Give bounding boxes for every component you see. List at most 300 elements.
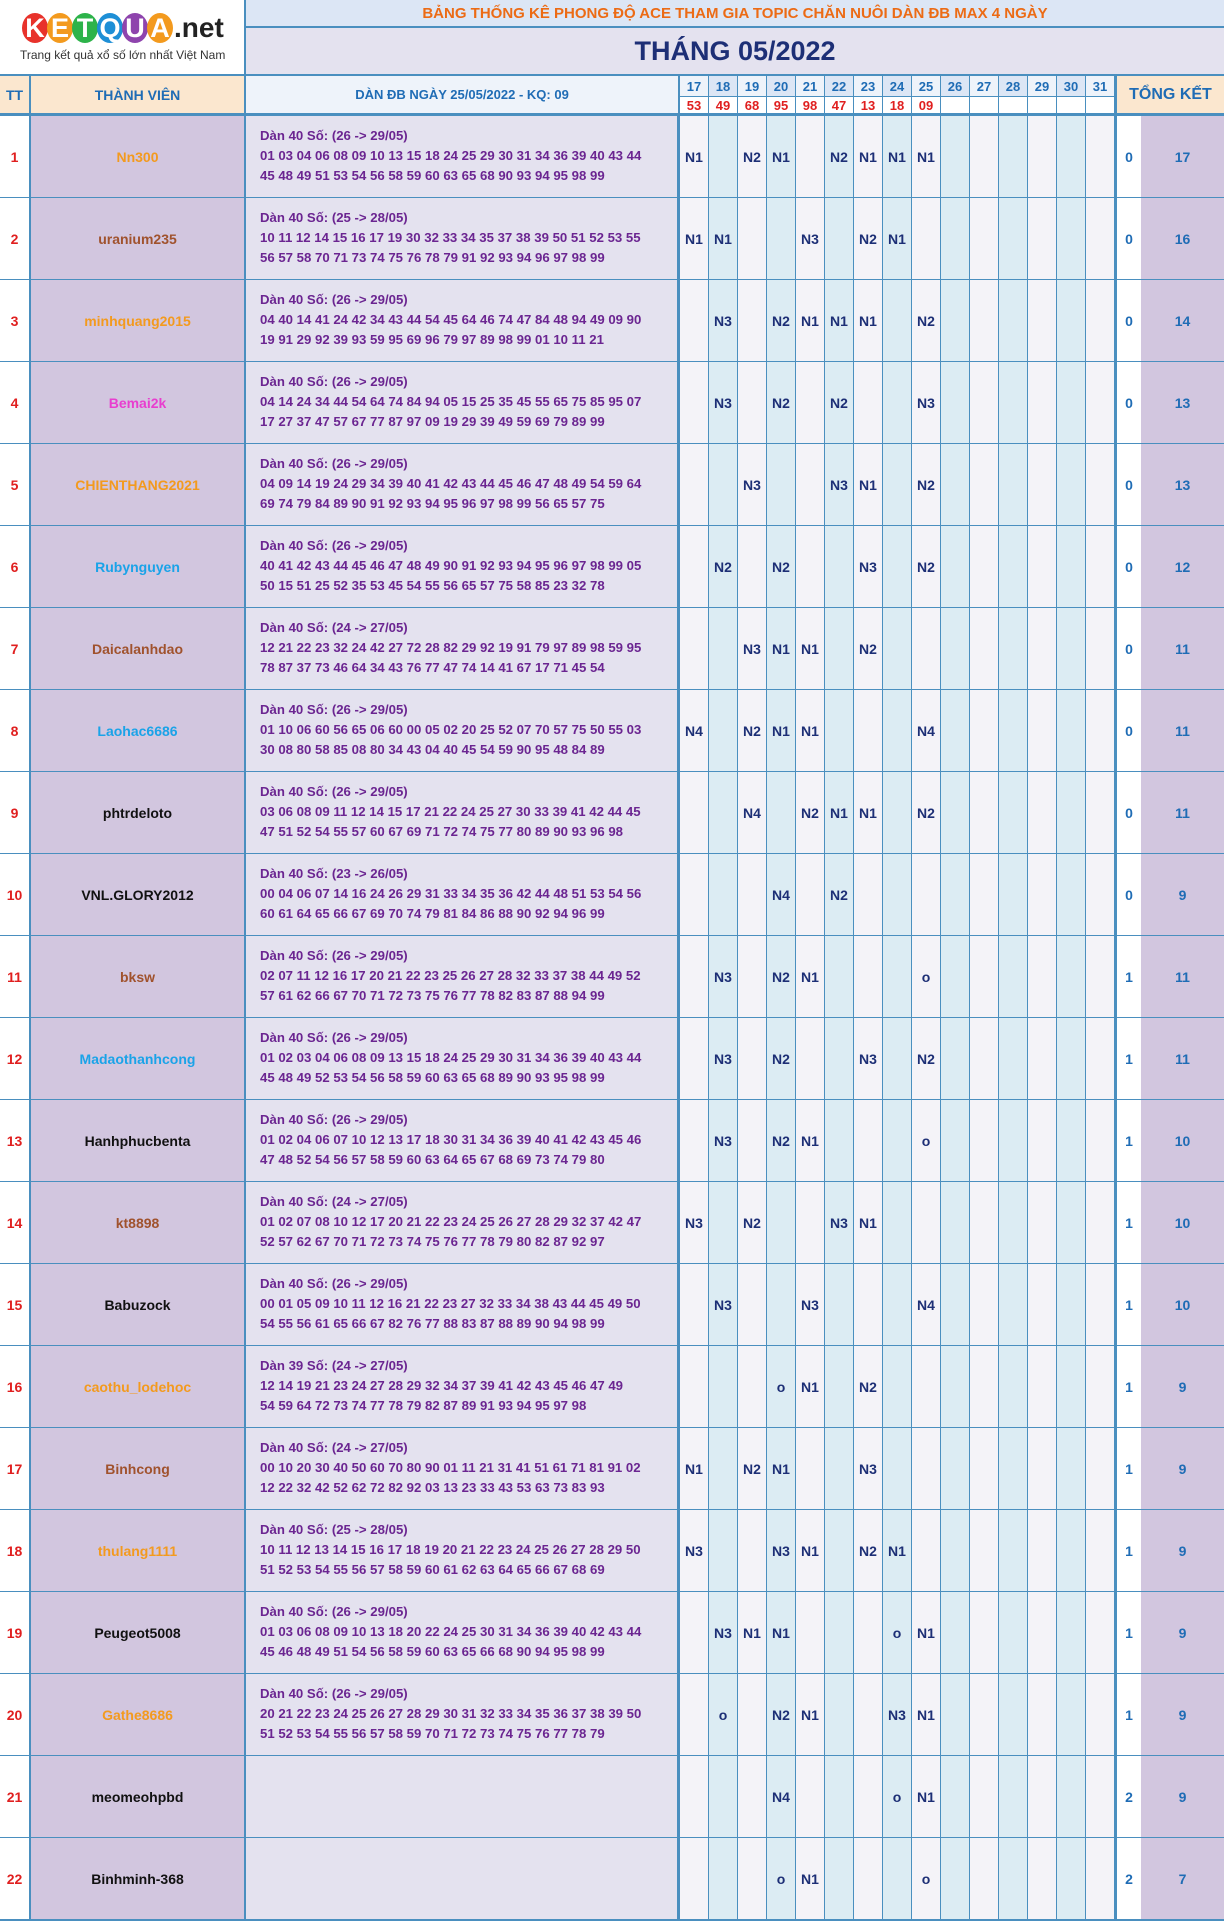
day-mark [1028, 198, 1057, 280]
day-mark [941, 936, 970, 1018]
member-name: VNL.GLORY2012 [31, 854, 246, 936]
day-mark [1028, 854, 1057, 936]
member-name: uranium235 [31, 198, 246, 280]
day-mark: N1 [767, 608, 796, 690]
day-mark [883, 1428, 912, 1510]
day-mark: N2 [738, 1428, 767, 1510]
header-dan: DÀN ĐB NGÀY 25/05/2022 - KQ: 09 [246, 76, 680, 116]
day-mark: N4 [738, 772, 767, 854]
day-mark [912, 854, 941, 936]
day-mark [1086, 854, 1115, 936]
day-mark [1057, 1100, 1086, 1182]
day-mark: N1 [796, 1346, 825, 1428]
day-mark [1057, 936, 1086, 1018]
day-mark: N3 [738, 444, 767, 526]
day-mark [999, 936, 1028, 1018]
day-mark [796, 362, 825, 444]
dan-numbers [246, 362, 680, 444]
day-mark [970, 1182, 999, 1264]
dan-line: 54 55 56 61 65 66 67 82 76 77 88 83 87 88 89 90 94 98 99 [260, 1316, 605, 1331]
day-mark [1086, 1510, 1115, 1592]
day-mark: N1 [912, 1756, 941, 1838]
dan-line: 69 74 79 84 89 90 91 92 93 94 95 96 97 98 99 56 65 57 75 [260, 496, 605, 511]
day-mark [854, 1838, 883, 1920]
day-header: 29 [1028, 76, 1057, 96]
day-mark [738, 1838, 767, 1920]
member-name: thulang1111 [31, 1510, 246, 1592]
day-mark [738, 1100, 767, 1182]
day-mark [796, 854, 825, 936]
day-mark [970, 1264, 999, 1346]
member-name: Rubynguyen [31, 526, 246, 608]
dan-line: 30 08 80 58 85 08 80 34 43 04 40 45 54 59 90 95 48 84 89 [260, 742, 605, 757]
day-mark [941, 608, 970, 690]
dan-line: 56 57 58 70 71 73 74 75 76 78 79 91 92 93 94 96 97 98 99 [260, 250, 605, 265]
member-name: CHIENTHANG2021 [31, 444, 246, 526]
dan-line: Dàn 40 Số: (25 -> 28/05) [260, 210, 408, 225]
day-mark [738, 1756, 767, 1838]
day-mark [1057, 1018, 1086, 1100]
day-mark [1028, 116, 1057, 198]
day-mark [912, 1510, 941, 1592]
day-mark [941, 772, 970, 854]
day-result: 98 [796, 96, 825, 116]
dan-numbers [246, 1756, 680, 1838]
day-mark [1028, 1838, 1057, 1920]
day-mark: N2 [825, 116, 854, 198]
dan-line: 10 11 12 13 14 15 16 17 18 19 20 21 22 23 24 25 26 27 28 29 50 [260, 1542, 641, 1557]
dan-line: 12 14 19 21 23 24 27 28 29 32 34 37 39 41 42 43 45 46 47 49 [260, 1378, 623, 1393]
dan-line: 01 03 06 08 09 10 13 18 20 22 24 25 30 31 34 36 39 40 42 43 44 [260, 1624, 642, 1639]
day-mark [1057, 1510, 1086, 1592]
day-mark [970, 1838, 999, 1920]
dan-line: 10 11 12 14 15 16 17 19 30 32 33 34 35 37 38 39 50 51 52 53 55 [260, 230, 641, 245]
day-mark: N3 [709, 936, 738, 1018]
day-mark [1057, 1838, 1086, 1920]
day-mark [825, 526, 854, 608]
day-header: 17 [680, 76, 709, 96]
day-mark [1086, 1756, 1115, 1838]
day-mark [1028, 1510, 1057, 1592]
day-mark [825, 608, 854, 690]
member-name: caothu_lodehoc [31, 1346, 246, 1428]
day-mark [970, 444, 999, 526]
dan-line: 01 02 03 04 06 08 09 13 15 18 24 25 29 30 31 34 36 39 40 43 44 [260, 1050, 642, 1065]
day-mark [1028, 1674, 1057, 1756]
day-mark [941, 1592, 970, 1674]
logo-letter: E [47, 13, 73, 43]
dan-numbers [246, 772, 680, 854]
dan-line: 04 40 14 41 24 42 34 43 44 54 45 64 46 74 47 84 48 94 49 09 90 [260, 312, 642, 327]
day-header: 24 [883, 76, 912, 96]
day-mark [1086, 1838, 1115, 1920]
member-name: Binhminh-368 [31, 1838, 246, 1920]
day-mark: N1 [912, 1592, 941, 1674]
day-mark [883, 526, 912, 608]
day-mark [1057, 444, 1086, 526]
day-mark [970, 690, 999, 772]
member-name: phtrdeloto [31, 772, 246, 854]
day-mark [999, 526, 1028, 608]
day-mark [825, 1674, 854, 1756]
logo-letter: U [122, 13, 148, 43]
dan-line: Dàn 40 Số: (26 -> 29/05) [260, 784, 408, 799]
bl-count: 1 [1114, 1018, 1141, 1100]
day-mark [1086, 1100, 1115, 1182]
day-mark [999, 1264, 1028, 1346]
day-mark: N2 [767, 526, 796, 608]
day-mark [970, 1346, 999, 1428]
day-mark: N2 [825, 854, 854, 936]
day-mark [941, 690, 970, 772]
dan-numbers [246, 198, 680, 280]
row-number: 22 [0, 1838, 31, 1920]
day-mark [941, 280, 970, 362]
day-mark [941, 1264, 970, 1346]
dan-line: 01 03 04 06 08 09 10 13 15 18 24 25 29 30 31 34 36 39 40 43 44 [260, 148, 642, 163]
day-mark [767, 444, 796, 526]
total-score: 10 [1141, 1182, 1224, 1264]
bl-count: 1 [1114, 936, 1141, 1018]
day-mark [1057, 526, 1086, 608]
day-mark [1057, 1756, 1086, 1838]
day-mark [883, 690, 912, 772]
day-mark [883, 1346, 912, 1428]
day-mark [767, 198, 796, 280]
day-header: 27 [970, 76, 999, 96]
day-mark [912, 1346, 941, 1428]
day-mark [999, 1018, 1028, 1100]
total-score: 11 [1141, 608, 1224, 690]
day-result [1086, 96, 1115, 116]
day-mark [883, 1182, 912, 1264]
day-mark [970, 608, 999, 690]
day-result: 49 [709, 96, 738, 116]
dan-line: 47 48 52 54 56 57 58 59 60 63 64 65 67 68 69 73 74 79 80 [260, 1152, 605, 1167]
day-mark [825, 1100, 854, 1182]
ketqua-logo[interactable] [0, 0, 246, 76]
day-mark [854, 362, 883, 444]
day-mark: N1 [854, 444, 883, 526]
total-score: 9 [1141, 1428, 1224, 1510]
dan-line: Dàn 40 Số: (24 -> 27/05) [260, 1194, 408, 1209]
member-name: Nn300 [31, 116, 246, 198]
dan-line: 40 41 42 43 44 45 46 47 48 49 90 91 92 93 94 95 96 97 98 99 05 [260, 558, 642, 573]
day-header: 28 [999, 76, 1028, 96]
day-mark [883, 1264, 912, 1346]
day-mark: o [883, 1592, 912, 1674]
day-mark [767, 1264, 796, 1346]
day-mark [941, 1018, 970, 1100]
member-name: Bemai2k [31, 362, 246, 444]
day-mark [1028, 608, 1057, 690]
bl-count: 1 [1114, 1592, 1141, 1674]
day-result [1028, 96, 1057, 116]
dan-numbers [246, 854, 680, 936]
day-mark [970, 1428, 999, 1510]
day-result: 09 [912, 96, 941, 116]
day-mark [854, 1592, 883, 1674]
total-score: 9 [1141, 854, 1224, 936]
day-mark [970, 1018, 999, 1100]
day-mark: N2 [709, 526, 738, 608]
day-mark: N4 [767, 1756, 796, 1838]
day-mark [738, 362, 767, 444]
day-mark [999, 1838, 1028, 1920]
day-mark [883, 1100, 912, 1182]
day-mark: N1 [796, 608, 825, 690]
day-mark [1057, 608, 1086, 690]
day-mark [941, 1428, 970, 1510]
day-mark [1086, 116, 1115, 198]
day-mark: N3 [767, 1510, 796, 1592]
day-mark [680, 936, 709, 1018]
day-mark: N3 [709, 1018, 738, 1100]
dan-numbers [246, 1346, 680, 1428]
day-mark [941, 1510, 970, 1592]
day-mark [1028, 526, 1057, 608]
day-mark [825, 690, 854, 772]
day-mark: N4 [912, 1264, 941, 1346]
day-mark [941, 444, 970, 526]
day-mark [941, 1100, 970, 1182]
day-mark [970, 116, 999, 198]
day-mark [1028, 444, 1057, 526]
day-mark: N2 [767, 362, 796, 444]
row-number: 17 [0, 1428, 31, 1510]
member-name: Hanhphucbenta [31, 1100, 246, 1182]
day-mark [854, 690, 883, 772]
day-mark [1057, 772, 1086, 854]
day-mark [1028, 1592, 1057, 1674]
day-mark: N1 [680, 116, 709, 198]
row-number: 20 [0, 1674, 31, 1756]
day-mark [680, 444, 709, 526]
row-number: 10 [0, 854, 31, 936]
day-mark: N3 [854, 1428, 883, 1510]
row-number: 12 [0, 1018, 31, 1100]
bl-count: 0 [1114, 772, 1141, 854]
dan-line: Dàn 39 Số: (24 -> 27/05) [260, 1358, 408, 1373]
day-mark [738, 936, 767, 1018]
day-header: 22 [825, 76, 854, 96]
row-number: 3 [0, 280, 31, 362]
row-number: 11 [0, 936, 31, 1018]
day-mark [709, 444, 738, 526]
dan-line: 03 06 08 09 11 12 14 15 17 21 22 24 25 27 30 33 39 41 42 44 45 [260, 804, 641, 819]
dan-line: 17 27 37 47 57 67 77 87 97 09 19 29 39 49 59 69 79 89 99 [260, 414, 605, 429]
day-mark [1028, 1018, 1057, 1100]
day-mark [1028, 1182, 1057, 1264]
row-number: 4 [0, 362, 31, 444]
day-mark [970, 198, 999, 280]
day-mark [999, 1346, 1028, 1428]
day-mark [796, 1018, 825, 1100]
day-mark [912, 608, 941, 690]
day-mark: N3 [854, 526, 883, 608]
day-mark: N2 [854, 608, 883, 690]
day-mark [1057, 1264, 1086, 1346]
day-mark [738, 1674, 767, 1756]
logo-tagline: Trang kết quả xổ số lớn nhất Việt Nam [20, 48, 226, 62]
row-number: 2 [0, 198, 31, 280]
logo-suffix: .net [174, 12, 224, 43]
day-mark [854, 1756, 883, 1838]
dan-line: 51 52 53 54 55 56 57 58 59 60 61 62 63 64 65 66 67 68 69 [260, 1562, 605, 1577]
day-mark [999, 198, 1028, 280]
day-mark: N2 [854, 198, 883, 280]
day-mark [796, 1182, 825, 1264]
day-mark [738, 1346, 767, 1428]
day-mark: N1 [912, 116, 941, 198]
dan-line: 52 57 62 67 70 71 72 73 74 75 76 77 78 79 80 82 87 92 97 [260, 1234, 605, 1249]
day-mark [1057, 116, 1086, 198]
day-mark [883, 1018, 912, 1100]
day-mark [825, 1510, 854, 1592]
day-mark [680, 772, 709, 854]
dan-line: 45 46 48 49 51 54 56 58 59 60 63 65 66 68 90 94 95 98 99 [260, 1644, 605, 1659]
dan-numbers [246, 280, 680, 362]
dan-numbers [246, 1182, 680, 1264]
row-number: 8 [0, 690, 31, 772]
dan-line: 45 48 49 52 53 54 56 58 59 60 63 65 68 89 90 93 95 98 99 [260, 1070, 605, 1085]
dan-line: Dàn 40 Số: (24 -> 27/05) [260, 620, 408, 635]
day-header: 21 [796, 76, 825, 96]
row-number: 1 [0, 116, 31, 198]
total-score: 14 [1141, 280, 1224, 362]
total-score: 11 [1141, 1018, 1224, 1100]
day-header: 25 [912, 76, 941, 96]
dan-line: 60 61 64 65 66 67 69 70 74 79 81 84 86 88 90 92 94 96 99 [260, 906, 605, 921]
day-mark [1086, 936, 1115, 1018]
day-header: 20 [767, 76, 796, 96]
dan-numbers [246, 1592, 680, 1674]
day-mark: o [912, 1100, 941, 1182]
day-header: 23 [854, 76, 883, 96]
day-mark: N2 [912, 772, 941, 854]
day-mark: N1 [767, 116, 796, 198]
member-name: Peugeot5008 [31, 1592, 246, 1674]
day-mark: N4 [912, 690, 941, 772]
day-mark: o [767, 1346, 796, 1428]
total-score: 9 [1141, 1592, 1224, 1674]
day-mark [999, 1100, 1028, 1182]
day-mark [999, 1182, 1028, 1264]
day-mark: N3 [709, 280, 738, 362]
dan-line: Dàn 40 Số: (26 -> 29/05) [260, 948, 408, 963]
day-mark [1028, 1428, 1057, 1510]
day-mark [796, 116, 825, 198]
day-mark [854, 936, 883, 1018]
day-mark: N4 [767, 854, 796, 936]
day-mark: N1 [883, 1510, 912, 1592]
member-name: minhquang2015 [31, 280, 246, 362]
day-mark: N1 [854, 280, 883, 362]
day-mark: N3 [709, 1264, 738, 1346]
dan-line: Dàn 40 Số: (24 -> 27/05) [260, 1440, 408, 1455]
day-mark [680, 1838, 709, 1920]
header-member: THÀNH VIÊN [31, 76, 246, 116]
bl-count: 0 [1114, 854, 1141, 936]
day-mark [680, 1592, 709, 1674]
day-mark [680, 526, 709, 608]
day-mark [825, 1838, 854, 1920]
day-result [970, 96, 999, 116]
dan-numbers [246, 936, 680, 1018]
day-mark: N1 [767, 1592, 796, 1674]
day-mark [970, 936, 999, 1018]
bl-count: 0 [1114, 444, 1141, 526]
day-mark [825, 936, 854, 1018]
day-mark [738, 198, 767, 280]
bl-count: 1 [1114, 1510, 1141, 1592]
day-mark: N3 [796, 1264, 825, 1346]
day-mark [941, 362, 970, 444]
day-result [999, 96, 1028, 116]
day-mark: N1 [854, 772, 883, 854]
bl-count: 0 [1114, 198, 1141, 280]
day-mark [883, 854, 912, 936]
day-mark: N1 [796, 1838, 825, 1920]
day-mark [1028, 690, 1057, 772]
dan-numbers [246, 116, 680, 198]
day-result: 13 [854, 96, 883, 116]
day-mark [970, 1756, 999, 1838]
day-result: 53 [680, 96, 709, 116]
dan-numbers [246, 1018, 680, 1100]
day-mark [1057, 1674, 1086, 1756]
day-mark [941, 1838, 970, 1920]
day-mark [999, 608, 1028, 690]
day-mark [1086, 362, 1115, 444]
day-mark: N2 [854, 1346, 883, 1428]
dan-line: Dàn 40 Số: (23 -> 26/05) [260, 866, 408, 881]
day-mark [970, 1100, 999, 1182]
day-mark [796, 1428, 825, 1510]
member-name: Babuzock [31, 1264, 246, 1346]
day-result: 95 [767, 96, 796, 116]
day-mark [709, 854, 738, 936]
row-number: 19 [0, 1592, 31, 1674]
total-score: 13 [1141, 444, 1224, 526]
bl-count: 0 [1114, 116, 1141, 198]
member-name: Daicalanhdao [31, 608, 246, 690]
day-mark: N2 [767, 936, 796, 1018]
day-mark [738, 854, 767, 936]
total-score: 9 [1141, 1346, 1224, 1428]
day-mark [999, 1428, 1028, 1510]
dan-line: 54 59 64 72 73 74 77 78 79 82 87 89 91 93 94 95 97 98 [260, 1398, 587, 1413]
day-mark [999, 444, 1028, 526]
day-mark [1086, 1182, 1115, 1264]
day-mark: o [912, 936, 941, 1018]
day-mark [1028, 1346, 1057, 1428]
bl-count: 0 [1114, 608, 1141, 690]
day-mark [883, 936, 912, 1018]
bl-count: 1 [1114, 1264, 1141, 1346]
dan-numbers [246, 1100, 680, 1182]
day-mark: N2 [767, 1018, 796, 1100]
day-mark [970, 1592, 999, 1674]
day-mark [680, 1756, 709, 1838]
day-mark [999, 362, 1028, 444]
day-mark [1028, 1100, 1057, 1182]
day-mark [1086, 198, 1115, 280]
dan-line: 57 61 62 66 67 70 71 72 73 75 76 77 78 82 83 87 88 94 99 [260, 988, 605, 1003]
dan-line: 78 87 37 73 46 64 34 43 76 77 47 74 14 41 67 17 71 45 54 [260, 660, 605, 675]
day-mark: N4 [680, 690, 709, 772]
day-mark [680, 1346, 709, 1428]
